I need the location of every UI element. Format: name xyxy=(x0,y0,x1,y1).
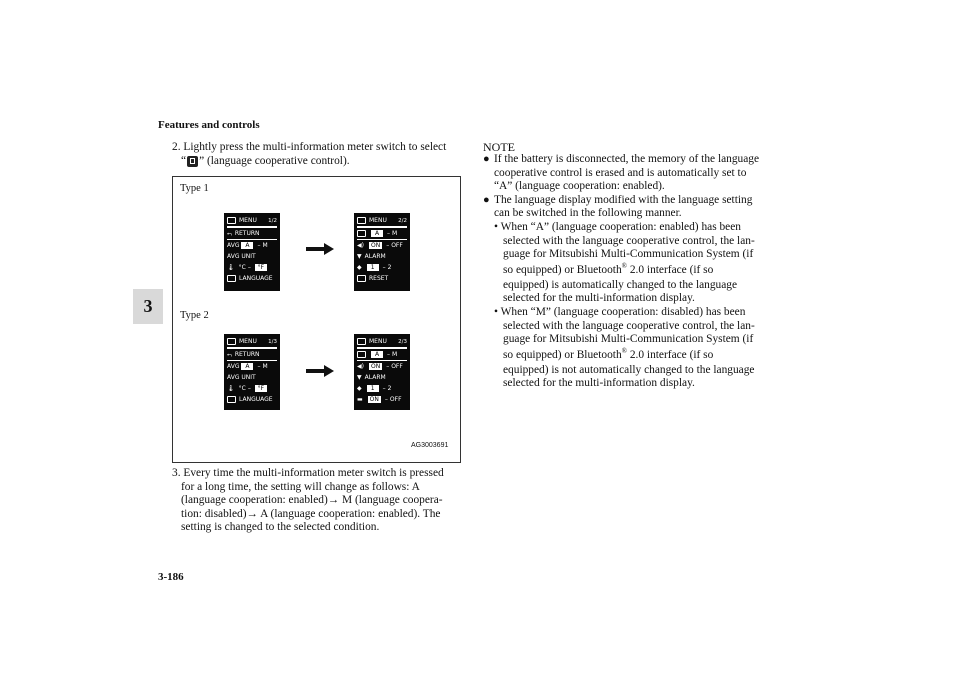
speaker-icon: ◀) xyxy=(357,363,364,370)
menu-icon xyxy=(227,217,236,224)
updown-icon: ◆ xyxy=(357,385,362,392)
arrow-right-icon xyxy=(306,243,334,255)
speaker-icon: ◀) xyxy=(357,242,364,249)
menu-icon xyxy=(357,338,366,345)
type-2-label: Type 2 xyxy=(180,310,209,321)
type-2-menu-screen-2: MENU 2/3 A – M ◀) ON – OFF ▼ ALARM ◆ 1 – 2 ▬ ON – OFF xyxy=(354,334,410,410)
reset-icon: ▬ xyxy=(357,396,363,403)
note-bullet-1: ● If the battery is disconnected, the memory of the language cooperative control is erased and is automatically set to “A” (language cooperation: enabled). xyxy=(483,153,760,193)
arrow-right-icon xyxy=(306,365,334,377)
return-icon: ⮢ xyxy=(227,229,232,237)
note-subitem-1: • When “A” (language cooperation: enabled) has been selected with the language cooperative control, the lan- guage for Mitsubishi Multi-Communication System (if so equipped) or Bluetooth® 2.0 interface (if so equipped) is automatically changed to the language selected for the multi-information display. xyxy=(494,220,755,305)
language-icon xyxy=(357,230,366,237)
alarm-icon: ▼ xyxy=(357,374,362,381)
note-section xyxy=(483,141,771,391)
language-icon xyxy=(357,351,366,358)
thermometer-icon: 🌡 xyxy=(227,264,235,271)
page-number: 3-186 xyxy=(158,571,184,583)
language-icon xyxy=(227,275,236,282)
alarm-icon: ▼ xyxy=(357,253,362,260)
note-subitem-2: • When “M” (language cooperation: disabled) has been selected with the language cooperative control, the lan- guage for Mitsubishi Multi-Communication System (if so equipped) or Bluetooth® 2.0 interface (if so equipped) is not automatically changed to the language selected for the multi-information display. xyxy=(494,305,755,390)
menu-icon xyxy=(227,338,236,345)
menu-icon xyxy=(357,217,366,224)
type-2-menu-screen-1: MENU 1/3 ⮢ RETURN AVG A – M AVG UNIT 🌡 °C – °F LANGUAGE xyxy=(224,334,280,410)
figure-code: AG3003691 xyxy=(411,442,449,449)
section-header: Features and controls xyxy=(158,119,260,131)
thermometer-icon: 🌡 xyxy=(227,385,235,392)
language-icon xyxy=(227,396,236,403)
step-3: 3. Every time the multi-information meter switch is pressed for a long time, the setting will change as follows: A (language cooperation: enabled)→ M (language coopera- tion: disabled)→ A (language cooperation: enabled). The setting is changed to the selected condition. xyxy=(172,467,444,534)
type-1-menu-screen-1: MENU 1/2 ⮢ RETURN AVG A – M AVG UNIT 🌡 °C – °F LANGUAGE xyxy=(224,213,280,291)
type-1-label: Type 1 xyxy=(180,183,209,194)
type-1-menu-screen-2: MENU 2/2 A – M ◀) ON – OFF ▼ ALARM ◆ 1 – 2 RESET xyxy=(354,213,410,291)
step-2-line-1: 2. Lightly press the multi-information meter switch to select xyxy=(172,141,447,153)
step-2 xyxy=(172,141,462,168)
note-title: NOTE xyxy=(483,140,515,154)
figure-box xyxy=(172,176,461,463)
bullet-icon: ● xyxy=(483,153,490,165)
note-bullet-2: ● The language display modified with the language setting can be switched in the following manner. • When “A” (language cooperation: enabled) has been selected with the language cooperative control, the lan- guage for Mitsubishi Multi-Communication System (if so equipped) or Bluetooth® 2.0 interface (if so equipped) is automatically changed to the language selected for the multi-information display. • When “M” (language cooperation: disabled) has been selected with the language cooperative control, the lan- guage for Mitsubishi Multi-Communication System (if so equipped) or Bluetooth® 2.0 interface (if so equipped) is not automatically changed to the language selected for the multi-information display. xyxy=(483,194,771,391)
bullet-icon: ● xyxy=(483,193,490,206)
step-2-line-2: “ ” (language cooperative control). xyxy=(181,154,350,167)
language-cooperative-icon xyxy=(187,156,198,167)
reset-icon xyxy=(357,275,366,282)
return-icon: ⮢ xyxy=(227,350,232,358)
updown-icon: ◆ xyxy=(357,264,362,271)
chapter-tab: 3 xyxy=(133,289,163,324)
